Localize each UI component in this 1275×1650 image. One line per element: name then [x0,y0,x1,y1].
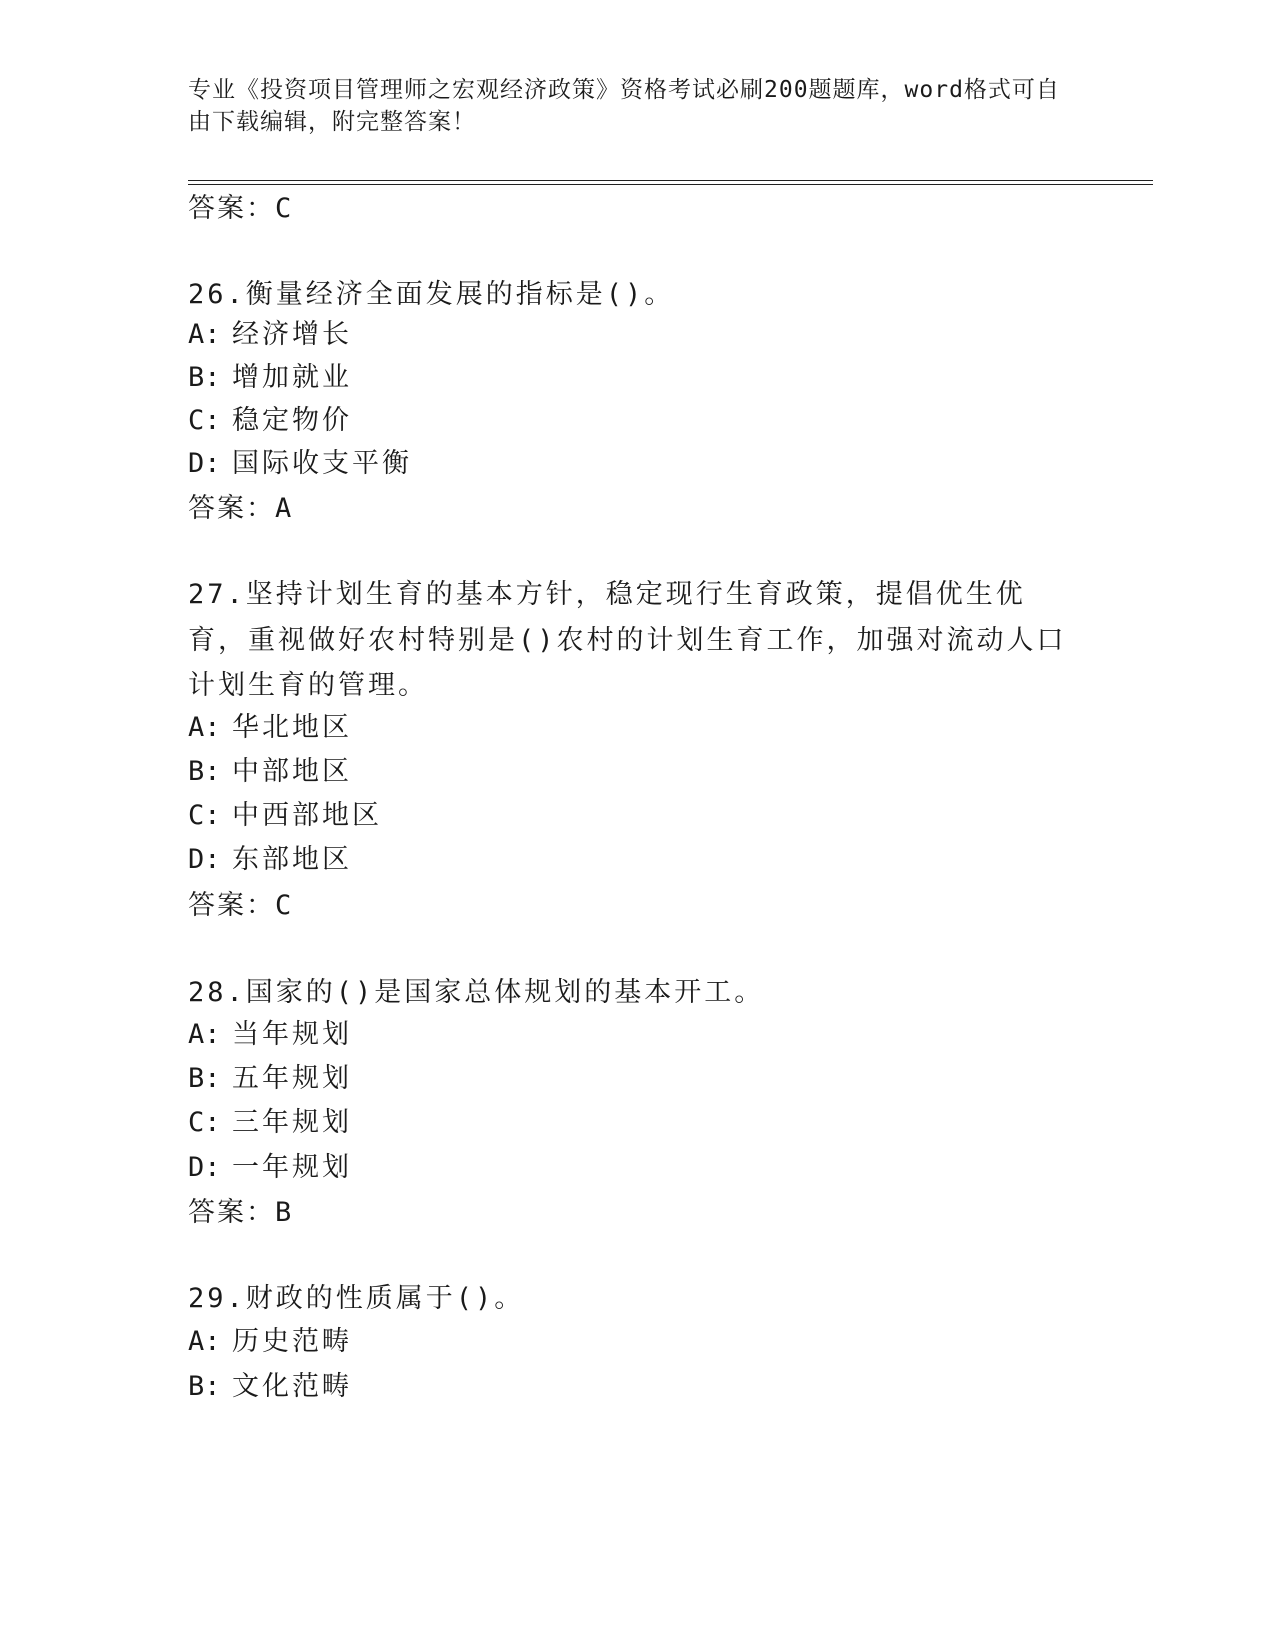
question-29-option-b [188,1367,352,1407]
option-label: A: [188,319,221,350]
question-28-option-b [188,1059,352,1099]
option-text: 当年规划 [232,1019,352,1050]
option-label: B: [188,1371,221,1402]
option-text: 东部地区 [232,844,352,875]
option-label: D: [188,844,221,875]
question-28-option-a [188,1015,352,1055]
question-26-text: 26.衡量经济全面发展的指标是()。 [188,279,675,310]
option-label: B: [188,1063,221,1094]
option-text: 中西部地区 [232,800,382,831]
option-label: C: [188,800,221,831]
question-27-option-d [188,840,352,880]
question-27-option-a [188,708,352,748]
question-28-option-c [188,1103,352,1143]
option-label: C: [188,1107,221,1138]
answer-27: 答案：C [188,890,294,921]
option-text: 华北地区 [232,712,352,743]
option-text: 五年规划 [232,1063,352,1094]
document-header: 专业《投资项目管理师之宏观经济政策》资格考试必刷200题题库，word格式可自由下载编辑，附完整答案！ [188,77,1060,135]
answer-25: 答案：C [188,193,294,224]
option-text: 三年规划 [232,1107,352,1138]
header-divider-bottom [188,184,1153,185]
answer-28: 答案：B [188,1197,294,1228]
question-29-text: 29.财政的性质属于()。 [188,1283,525,1314]
question-27-option-b [188,752,352,792]
option-text: 历史范畴 [232,1326,352,1357]
question-27-option-c [188,796,382,836]
question-26-option-d [188,444,412,484]
option-text: 经济增长 [232,319,352,350]
option-text: 文化范畴 [232,1371,352,1402]
header-divider-top [188,180,1153,181]
option-text: 稳定物价 [232,405,352,436]
option-label: B: [188,756,221,787]
option-text: 一年规划 [232,1152,352,1183]
option-label: C: [188,405,221,436]
option-label: A: [188,1326,221,1357]
question-26-option-b [188,358,352,398]
answer-26: 答案：A [188,493,294,524]
option-label: D: [188,1152,221,1183]
option-label: B: [188,362,221,393]
option-label: A: [188,712,221,743]
option-label: A: [188,1019,221,1050]
question-28-text: 28.国家的()是国家总体规划的基本开工。 [188,977,765,1008]
option-label: D: [188,448,221,479]
question-28-option-d [188,1148,352,1188]
question-26-option-a [188,315,352,355]
question-27-text: 27.坚持计划生育的基本方针，稳定现行生育政策，提倡优生优育，重视做好农村特别是()农村的计划生育工作，加强对流动人口计划生育的管理。 [188,579,1067,701]
option-text: 增加就业 [232,362,352,393]
question-26-option-c [188,401,352,441]
option-text: 中部地区 [232,756,352,787]
option-text: 国际收支平衡 [232,448,412,479]
question-29-option-a [188,1322,352,1362]
